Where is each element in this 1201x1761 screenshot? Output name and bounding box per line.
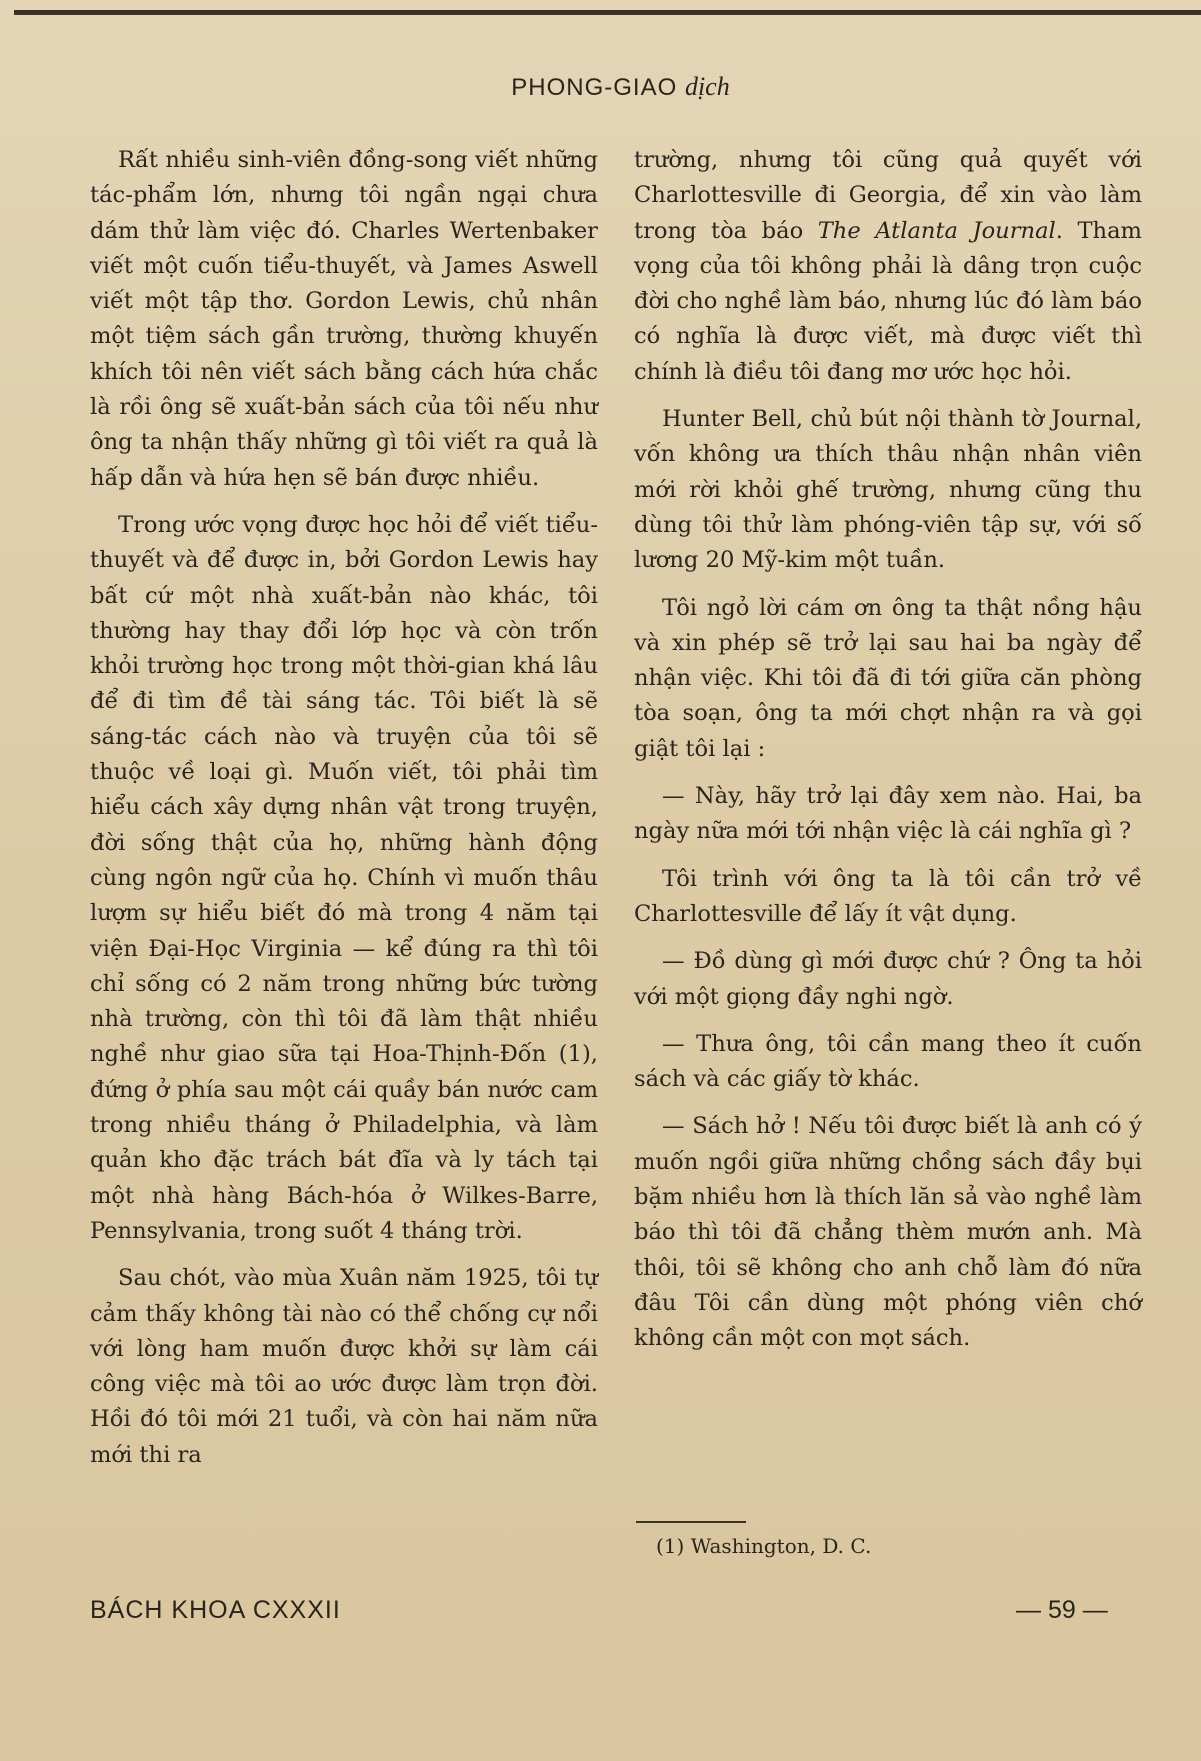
right-column (634, 143, 1142, 1369)
running-head-title: PHONG-GIAO (511, 74, 678, 101)
paragraph: Tôi trình với ông ta là tôi cần trở về Charlottesville để lấy ít vật dụng. (634, 865, 1142, 927)
left-column (90, 143, 598, 1485)
paragraph: Hunter Bell, chủ bút nội thành tờ Journal, vốn không ưa thích thâu nhận nhân viên mới rời khỏi ghế trường, nhưng cũng thu dùng tôi thử làm phóng-viên tập sự, với số lương 20 Mỹ-kim một tuần. (634, 406, 1142, 574)
magazine-name: BÁCH KHOA CXXXII (90, 1596, 341, 1624)
paragraph: Trong ước vọng được học hỏi để viết tiểu-thuyết và để được in, bởi Gordon Lewis hay bất cứ một nhà xuất-bản nào khác, tôi thường hay thay đổi lớp học và còn trốn khỏi trường học trong một thời-gian khá lâu để đi tìm đề tài sáng tác. Tôi biết là sẽ sáng-tác cách nào và truyện của tôi sẽ thuộc về loại gì. Muốn viết, tôi phải tìm hiểu cách xây dựng nhân vật trong truyện, đời sống thật của họ, những hành động cùng ngôn ngữ của họ. Chính vì muốn thâu lượm sự hiểu biết đó mà trong 4 năm tại viện Đại-Học Virginia — kể đúng ra thì tôi chỉ sống có 2 năm trong những bức tường nhà trường, còn thì tôi đã làm thật nhiều nghề như giao sữa tại Hoa-Thịnh-Đốn (1), đứng ở phía sau một cái quầy bán nước cam trong nhiều tháng ở Philadelphia, và làm quản kho đặc trách bát đĩa và ly tách tại một nhà hàng Bách-hóa ở Wilkes-Barre, Pennsylvania, trong suốt 4 tháng trời. (90, 511, 598, 1244)
paragraph: Rất nhiều sinh-viên đồng-song viết những tác-phẩm lớn, nhưng tôi ngần ngại chưa dám thử làm việc đó. Charles Wertenbaker viết một cuốn tiểu-thuyết, và James Aswell viết một tập thơ. Gordon Lewis, chủ nhân một tiệm sách gần trường, thường khuyến khích tôi nên viết sách bằng cách hứa chắc là rồi ông sẽ xuất-bản sách của tôi nếu như ông ta nhận thấy những gì tôi viết ra quả là hấp dẫn và hứa hẹn sẽ bán được nhiều. (90, 147, 598, 491)
running-head (0, 72, 1201, 102)
paragraph: Tôi ngỏ lời cám ơn ông ta thật nồng hậu và xin phép sẽ trở lại sau hai ba ngày để nhận việc. Khi tôi đã đi tới giữa căn phòng tòa soạn, ông ta mới chợt nhận ra và gọi giật tôi lại : (634, 594, 1142, 762)
newspaper-title: The Atlanta Journal (817, 217, 1056, 244)
running-head-subtitle: dịch (684, 72, 730, 101)
paragraph: — Đồ dùng gì mới được chứ ? Ông ta hỏi với một giọng đầy nghi ngờ. (634, 948, 1142, 1010)
paragraph: — Này, hãy trở lại đây xem nào. Hai, ba ngày nữa mới tới nhận việc là cái nghĩa gì ? (634, 783, 1142, 845)
footnote-rule (636, 1521, 746, 1523)
continued-text: trường, nhưng tôi cũng quả quyết với Charlottesville đi Georgia, để xin vào làm trong tòa báo (634, 147, 1142, 244)
continued-text-end: . Tham vọng của tôi không phải là dâng trọn cuộc đời cho nghề làm báo, nhưng lúc đó làm báo có nghĩa là được viết, mà được viết thì chính là điều tôi đang mơ ước học hỏi. (634, 217, 1142, 385)
top-rule (14, 10, 1201, 15)
continued-paragraph (634, 143, 1142, 390)
footnote: (1) Washington, D. C. (656, 1534, 872, 1558)
page-number: — 59 — (1016, 1596, 1108, 1624)
paragraph: Sau chót, vào mùa Xuân năm 1925, tôi tự cảm thấy không tài nào có thể chống cự nổi với lòng ham muốn được khởi sự làm cái công việc mà tôi ao ước được làm trọn đời. Hồi đó tôi mới 21 tuổi, và còn hai năm nữa mới thi ra (90, 1265, 598, 1468)
paragraph: — Thưa ông, tôi cần mang theo ít cuốn sách và các giấy tờ khác. (634, 1030, 1142, 1093)
paragraph: — Sách hở ! Nếu tôi được biết là anh có ý muốn ngồi giữa những chồng sách đầy bụi bặm nhiều hơn là thích lăn sả vào nghề làm báo thì tôi đã chẳng thèm mướn anh. Mà thôi, tôi sẽ không cho anh chỗ làm đó nữa đâu Tôi cần dùng một phóng viên chớ không cần một con mọt sách. (634, 1113, 1142, 1352)
